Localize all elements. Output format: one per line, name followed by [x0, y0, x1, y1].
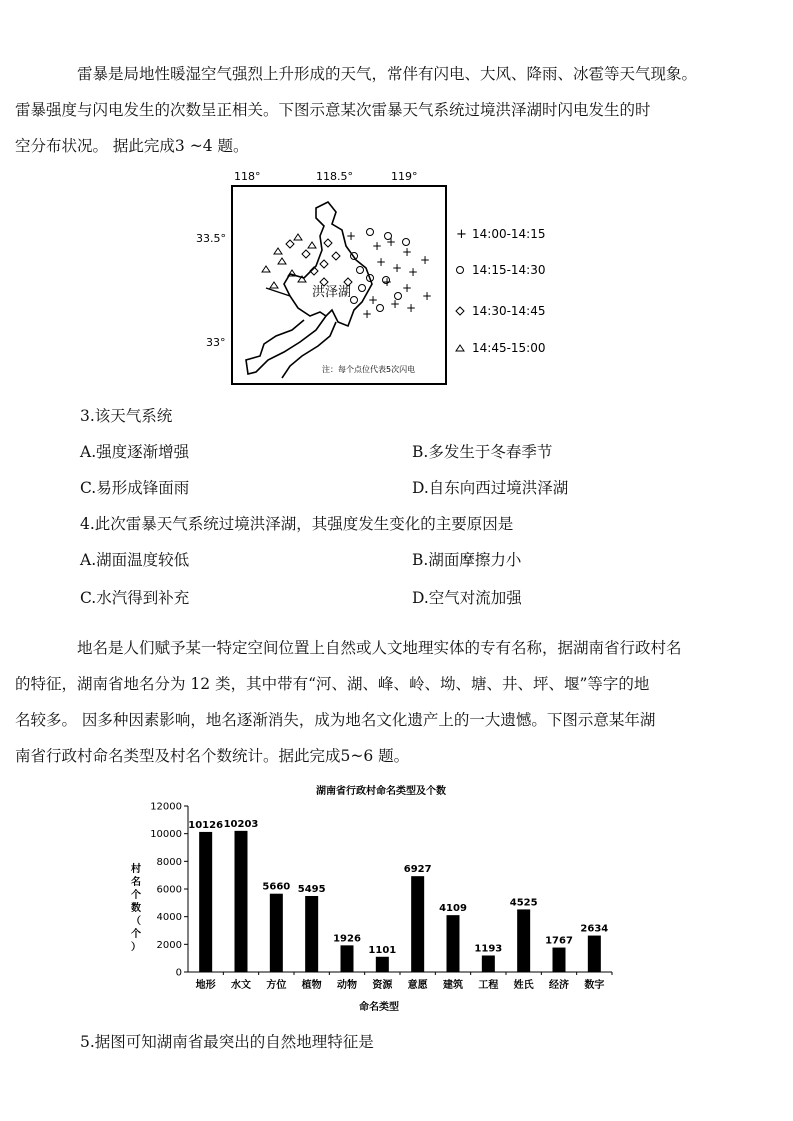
q3-option-d[interactable]: D.自东向西过境洪泽湖: [412, 479, 569, 497]
y-tick-label: 8000: [156, 856, 182, 868]
q4-option-c[interactable]: C.水汽得到补充: [80, 589, 190, 607]
plus-mark: +: [376, 255, 387, 269]
x-tick-label: 建筑: [443, 980, 463, 991]
bar: [517, 909, 530, 972]
chart-title: 湖南省行政村命名类型及个数: [316, 786, 446, 797]
question-4-stem: 4.此次雷暴天气系统过境洪泽湖，其强度发生变化的主要原因是: [80, 515, 514, 533]
intro-line: 雷暴是局地性暖湿空气强烈上升形成的天气，常伴有闪电、大风、降雨、冰雹等天气现象。: [77, 65, 698, 83]
bar: [235, 831, 248, 972]
x-tick-label: 经济: [549, 980, 569, 991]
q3-option-a[interactable]: A.强度逐渐增强: [80, 443, 190, 461]
q4-option-b[interactable]: B.湖面摩擦力小: [412, 551, 522, 569]
river-outline: [246, 316, 326, 374]
y-label-char: 个: [131, 929, 141, 940]
circle-mark: [367, 229, 374, 236]
y-label-char: ）: [131, 942, 141, 953]
bar-value-label: 1767: [545, 935, 573, 947]
bar-value-label: 10126: [188, 819, 224, 831]
y-label-char: 村: [131, 864, 141, 875]
bar-value-label: 1926: [333, 933, 361, 945]
q4-option-a[interactable]: A.湖面温度较低: [80, 551, 190, 569]
plus-mark: +: [406, 301, 417, 315]
bar-chart: [116, 778, 636, 1018]
bar: [270, 894, 283, 972]
diamond-mark: [324, 239, 332, 247]
x-tick-label: 动物: [337, 980, 357, 991]
y-tick-label: 6000: [156, 884, 182, 896]
circle-mark: [359, 285, 366, 292]
bar: [199, 832, 212, 972]
y-tick-label: 4000: [156, 912, 182, 924]
triangle-mark: [308, 242, 316, 248]
triangle-mark: [262, 266, 270, 272]
circle-mark: [357, 267, 364, 274]
legend-triangle-icon: [456, 345, 464, 351]
intro-line: 的特征，湖南省地名分为 12 类，其中带有“河、湖、峰、岭、坳、塘、井、坪、堰”等字的地: [15, 675, 650, 693]
intro-paragraph-1: [15, 56, 756, 164]
y-tick-label: 0: [175, 967, 182, 979]
q4-option-d[interactable]: D.空气对流加强: [412, 589, 522, 607]
lon-label: 118°: [234, 170, 261, 183]
x-tick-label: 资源: [372, 980, 393, 991]
lightning-points: [262, 229, 432, 322]
bar: [411, 876, 424, 972]
diamond-mark: [332, 252, 340, 260]
q3-option-b[interactable]: B.多发生于冬春季节: [412, 443, 553, 461]
bar: [376, 957, 389, 972]
legend-diamond-icon: [456, 307, 464, 315]
legend-label: 14:30-14:45: [472, 304, 546, 318]
x-tick-label: 方位: [266, 980, 287, 991]
bar: [588, 936, 601, 972]
intro-paragraph-2: [15, 630, 756, 774]
circle-mark: [377, 305, 384, 312]
map-note: 注：每个点位代表5次闪电: [322, 365, 416, 374]
legend-label: 14:00-14:15: [472, 227, 546, 241]
question-3-stem: 3.该天气系统: [80, 407, 173, 425]
y-label-char: 个: [131, 890, 141, 901]
legend-circle-icon: [457, 267, 464, 274]
plus-mark: +: [408, 265, 419, 279]
bar: [553, 948, 566, 972]
intro-line: 雷暴强度与闪电发生的次数呈正相关。下图示意某次雷暴天气系统过境洪泽湖时闪电发生的时: [15, 101, 651, 119]
plus-mark: +: [368, 293, 379, 307]
bar-value-label: 4525: [509, 897, 538, 909]
x-tick-label: 地形: [195, 980, 216, 991]
plus-mark: +: [392, 261, 403, 275]
lon-label: 119°: [391, 170, 418, 183]
lightning-map: [186, 160, 576, 388]
chart-bars: [188, 819, 608, 972]
intro-line: 名较多。 因多种因素影响，地名逐渐消失，成为地名文化遗产上的一大遗憾。下图示意某年湖: [15, 711, 656, 729]
question-5-stem: 5.据图可知湖南省最突出的自然地理特征是: [80, 1033, 374, 1051]
lon-label: 118.5°: [316, 170, 353, 183]
x-tick-label: 水文: [231, 980, 251, 991]
legend-label: 14:15-14:30: [472, 263, 546, 277]
map-legend: [456, 227, 546, 355]
bar: [447, 915, 460, 972]
x-tick-label: 数字: [584, 980, 605, 991]
q3-option-c[interactable]: C.易形成锋面雨: [80, 479, 190, 497]
plus-mark: +: [390, 297, 401, 311]
plus-mark: +: [420, 253, 431, 267]
plus-mark: +: [372, 239, 383, 253]
y-tick-label: 2000: [156, 939, 182, 951]
plus-mark: +: [382, 275, 393, 289]
lightning-map-figure: [186, 160, 576, 388]
bar-value-label: 1193: [474, 943, 503, 955]
bar-value-label: 1101: [368, 944, 397, 956]
bar-value-label: 5660: [262, 881, 291, 893]
bar-value-label: 2634: [580, 923, 609, 935]
lat-label: 33.5°: [196, 232, 226, 245]
x-tick-label: 姓氏: [513, 980, 534, 991]
bar-value-label: 6927: [403, 864, 432, 876]
plus-mark: +: [346, 229, 357, 243]
triangle-mark: [278, 258, 286, 264]
legend-label: 14:45-15:00: [472, 341, 546, 355]
y-tick-label: 10000: [150, 829, 182, 841]
y-label-char: 名: [131, 877, 141, 888]
x-tick-label: 植物: [301, 980, 322, 991]
triangle-mark: [270, 282, 278, 288]
bar-value-label: 5495: [297, 883, 326, 895]
bar-value-label: 10203: [223, 818, 259, 830]
lake-label: 洪泽湖: [312, 285, 352, 300]
triangle-mark: [294, 234, 302, 240]
bar: [305, 896, 318, 972]
diamond-mark: [302, 250, 310, 258]
bar: [482, 955, 495, 972]
chart-x-axis-label: 命名类型: [359, 1002, 399, 1013]
plus-mark: +: [422, 289, 433, 303]
y-label-char: （: [131, 916, 141, 927]
lat-label: 33°: [206, 336, 226, 349]
legend-symbol: +: [456, 227, 467, 242]
intro-line: 南省行政村命名类型及村名个数统计。据此完成5~6 题。: [15, 747, 410, 765]
chart-y-axis-label: [131, 862, 141, 953]
diamond-mark: [286, 240, 294, 248]
triangle-mark: [274, 248, 282, 254]
circle-mark: [351, 297, 358, 304]
y-label-char: 数: [131, 903, 141, 914]
x-tick-label: 工程: [478, 980, 499, 991]
village-names-chart: [116, 778, 636, 1018]
y-tick-label: 12000: [150, 801, 182, 813]
intro-line: 空分布状况。 据此完成3 ~4 题。: [15, 137, 249, 155]
bar: [341, 945, 354, 972]
plus-mark: +: [386, 235, 397, 249]
plus-mark: +: [402, 245, 413, 259]
x-tick-label: 意愿: [407, 980, 428, 991]
intro-line: 地名是人们赋予某一特定空间位置上自然或人文地理实体的专有名称，据湖南省行政村名: [77, 639, 682, 657]
bar-value-label: 4109: [439, 903, 467, 915]
plus-mark: +: [362, 307, 373, 321]
plus-mark: +: [402, 281, 413, 295]
diamond-mark: [320, 260, 328, 268]
